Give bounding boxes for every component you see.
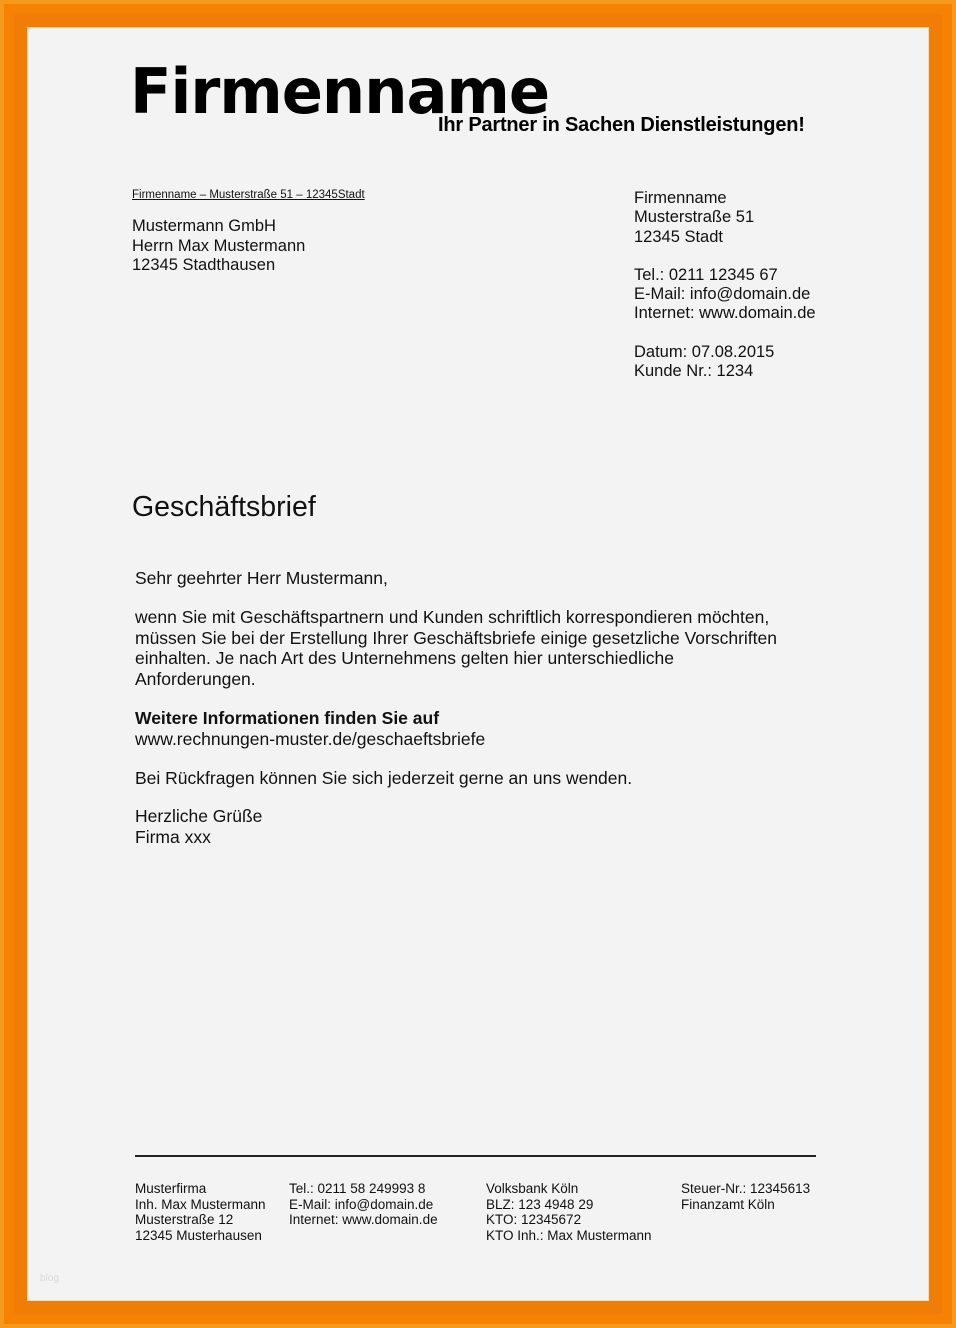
footer-line: BLZ: 123 4948 29 (486, 1196, 594, 1212)
salutation: Sehr geehrter Herr Mustermann, (135, 568, 388, 588)
footer-line: Volksbank Köln (486, 1181, 579, 1196)
info-link[interactable]: www.rechnungen-muster.de/geschaeftsbriefe (135, 728, 486, 749)
footer-line: KTO: 12345672 (486, 1212, 582, 1228)
company-tagline: Ihr Partner in Sachen Dienstleistungen! (438, 114, 805, 136)
customer-number: Kunde Nr.: 1234 (634, 362, 754, 381)
body-paragraph-line: einhalten. Je nach Art des Unternehmens gelten hier unterschiedliche (135, 648, 674, 669)
recipient-line: Herrn Max Mustermann (132, 236, 306, 255)
info-heading: Weitere Informationen finden Sie auf (135, 707, 440, 728)
questions-line: Bei Rückfragen können Sie sich jederzeit gerne an uns wenden. (135, 767, 633, 788)
recipient-line: Mustermann GmbH (132, 217, 276, 235)
sender-return-line: Firmenname – Musterstraße 51 – 12345Stadt (132, 189, 365, 201)
footer-line: Internet: www.domain.de (289, 1212, 438, 1228)
sender-phone: Tel.: 0211 12345 67 (634, 265, 778, 284)
sender-info-block (634, 189, 816, 381)
footer-company-column (135, 1181, 266, 1244)
letter-page (28, 28, 928, 1300)
footer-contact-column (289, 1181, 438, 1228)
footer-line: Musterstraße 12 (135, 1212, 234, 1228)
closing: Herzliche Grüße (135, 806, 263, 827)
footer-line: KTO Inh.: Max Mustermann (486, 1228, 652, 1244)
sender-email: E-Mail: info@domain.de (634, 285, 811, 304)
letter-subject: Geschäftsbrief (132, 491, 316, 523)
footer-line: Tel.: 0211 58 249993 8 (289, 1181, 426, 1196)
sender-website: Internet: www.domain.de (634, 304, 816, 323)
sender-address-line: Musterstraße 51 (634, 208, 755, 227)
recipient-line: 12345 Stadthausen (132, 256, 276, 274)
letter-date: Datum: 07.08.2015 (634, 342, 775, 361)
footer-line: 12345 Musterhausen (135, 1228, 262, 1244)
footer-divider (135, 1155, 816, 1157)
signature: Firma xxx (135, 827, 211, 848)
sender-address (634, 189, 816, 247)
sender-contact (634, 266, 816, 324)
company-name-heading: Firmenname (130, 55, 550, 128)
recipient-address (132, 217, 305, 276)
sender-address-line: 12345 Stadt (634, 227, 723, 246)
sender-address-line: Firmenname (634, 189, 727, 207)
footer-line: Musterfirma (135, 1181, 207, 1196)
watermark: blog (40, 1273, 59, 1284)
footer-bank-column (486, 1181, 652, 1244)
body-paragraph-line: müssen Sie bei der Erstellung Ihrer Geschäftsbriefe einige gesetzliche Vorschriften (135, 627, 777, 648)
footer-line: E-Mail: info@domain.de (289, 1196, 434, 1212)
footer-line: Finanzamt Köln (681, 1196, 775, 1212)
letter-meta (634, 343, 816, 382)
footer-line: Inh. Max Mustermann (135, 1196, 266, 1212)
body-paragraph-line: wenn Sie mit Geschäftspartnern und Kunden schriftlich korrespondieren möchten, (135, 606, 770, 627)
footer-line: Steuer-Nr.: 12345613 (681, 1181, 811, 1196)
body-paragraph-line: Anforderungen. (135, 669, 256, 690)
footer-tax-column (681, 1181, 810, 1212)
letter-body (135, 568, 835, 848)
